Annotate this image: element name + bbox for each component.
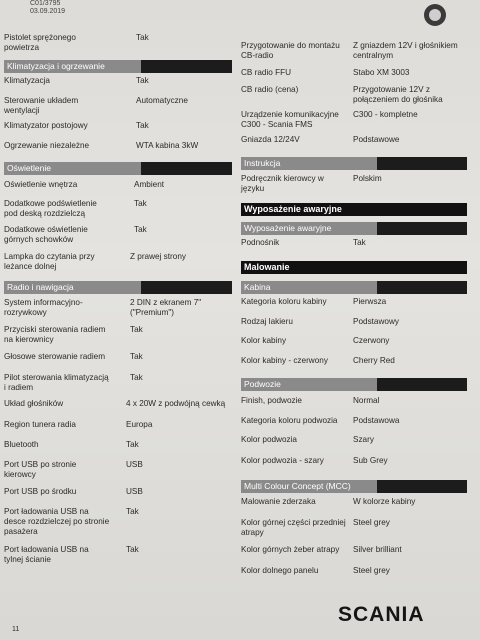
section-header: Kabina: [241, 281, 467, 294]
scania-wordmark: SCANIA: [338, 603, 425, 626]
section-header: Wyposażenie awaryjne: [241, 222, 467, 235]
spec-value: Tak: [126, 507, 139, 516]
spec-label: Podnośnik: [241, 238, 280, 247]
spec-label: Kategoria koloru podwozia: [241, 416, 338, 425]
spec-label: Podręcznik kierowcy w języku: [241, 174, 324, 193]
scania-griffin-logo-icon: [424, 4, 446, 26]
spec-value: Sub Grey: [353, 456, 388, 465]
document-date: 03.09.2019: [30, 8, 66, 15]
spec-value: Europa: [126, 420, 153, 429]
spec-label: Gniazda 12/24V: [241, 135, 300, 144]
document-code: C01/3795: [30, 0, 61, 7]
spec-label: System informacyjno- rozrywkowy: [4, 298, 83, 317]
spec-label: Port ładowania USB na tylnej ścianie: [4, 545, 89, 564]
spec-value: Cherry Red: [353, 356, 395, 365]
spec-label: Pilot sterowania klimatyzacją i radiem: [4, 373, 109, 392]
spec-label: Przyciski sterowania radiem na kierownicy: [4, 325, 106, 344]
spec-label: Układ głośników: [4, 399, 64, 408]
section-header: Radio i nawigacja: [4, 281, 232, 294]
page-number: 11: [12, 626, 20, 633]
spec-value: Steel grey: [353, 566, 390, 575]
spec-label: CB radio (cena): [241, 85, 299, 94]
spec-label: Malowanie zderzaka: [241, 497, 316, 506]
spec-label: Przygotowanie do montażu CB-radio: [241, 41, 340, 60]
spec-label: Głosowe sterowanie radiem: [4, 352, 106, 361]
spec-label: Finish, podwozie: [241, 396, 302, 405]
spec-label: Klimatyzacja: [4, 76, 50, 85]
spec-label: Rodzaj lakieru: [241, 317, 293, 326]
spec-value: W kolorze kabiny: [353, 497, 416, 506]
spec-value: Tak: [136, 121, 149, 130]
spec-value: Tak: [136, 33, 149, 42]
spec-value: Podstawowe: [353, 135, 400, 144]
spec-value: Tak: [134, 225, 147, 234]
spec-value: Przygotowanie 12V z połączeniem do głośnika: [353, 85, 443, 104]
spec-label: CB radio FFU: [241, 68, 292, 77]
spec-value: Polskim: [353, 174, 382, 183]
spec-value: Tak: [353, 238, 366, 247]
spec-value: Pierwsza: [353, 297, 387, 306]
spec-label: Port ładowania USB na desce rozdzielczej po stronie pasażera: [4, 507, 110, 536]
spec-label: Sterowanie układem wentylacji: [4, 96, 79, 115]
spec-value: Normal: [353, 396, 380, 405]
spec-label: Dodatkowe oświetlenie górnych schowków: [4, 225, 88, 244]
spec-value: Czerwony: [353, 336, 390, 345]
spec-value: Stabo XM 3003: [353, 68, 410, 77]
spec-value: Tak: [126, 545, 139, 554]
spec-value: Z gniazdem 12V i głośnikiem centralnym: [353, 41, 458, 60]
spec-label: Bluetooth: [4, 440, 39, 449]
spec-label: Urządzenie komunikacyjne C300 - Scania FMS: [241, 110, 339, 129]
section-header: Klimatyzacja i ogrzewanie: [4, 60, 232, 73]
spec-value: Ambient: [134, 180, 165, 189]
section-header: Oświetlenie: [4, 162, 232, 175]
spec-value: Z prawej strony: [130, 252, 186, 261]
section-header: Instrukcja: [241, 157, 467, 170]
spec-label: Port USB po środku: [4, 487, 77, 496]
spec-value: Szary: [353, 435, 374, 444]
spec-label: Kolor kabiny - czerwony: [241, 356, 328, 365]
spec-label: Kolor podwozia - szary: [241, 456, 324, 465]
spec-value: USB: [126, 487, 143, 496]
spec-label: Region tunera radia: [4, 420, 76, 429]
spec-value: 2 DIN z ekranem 7" ("Premium"): [130, 298, 202, 317]
spec-label: Kolor górnych żeber atrapy: [241, 545, 340, 554]
spec-label: Kolor kabiny: [241, 336, 287, 345]
spec-value: Tak: [136, 76, 149, 85]
spec-value: Podstawowy: [353, 317, 399, 326]
spec-label: Kolor dolnego panelu: [241, 566, 319, 575]
spec-label: Klimatyzator postojowy: [4, 121, 88, 130]
spec-label: Port USB po stronie kierowcy: [4, 460, 77, 479]
spec-value: Tak: [130, 325, 143, 334]
spec-value: C300 - kompletne: [353, 110, 418, 119]
section-header: Wyposażenie awaryjne: [241, 203, 467, 216]
section-header: Podwozie: [241, 378, 467, 391]
spec-value: 4 x 20W z podwójną cewką: [126, 399, 226, 408]
spec-label: Kolor górnej części przedniej atrapy: [241, 518, 346, 537]
spec-value: Tak: [134, 199, 147, 208]
spec-value: Automatyczne: [136, 96, 188, 105]
spec-label: Ogrzewanie niezależne: [4, 141, 90, 150]
document-meta: [30, 0, 65, 16]
spec-label: Kolor podwozia: [241, 435, 297, 444]
spec-label: Lampka do czytania przy leżance dolnej: [4, 252, 95, 271]
spec-value: Podstawowa: [353, 416, 400, 425]
spec-label: Kategoria koloru kabiny: [241, 297, 327, 306]
spec-value: Tak: [130, 373, 143, 382]
spec-value: WTA kabina 3kW: [136, 141, 199, 150]
spec-value: Silver brilliant: [353, 545, 402, 554]
spec-value: Steel grey: [353, 518, 390, 527]
spec-value: Tak: [130, 352, 143, 361]
section-header: Malowanie: [241, 261, 467, 274]
section-header: Multi Colour Concept (MCC): [241, 480, 467, 493]
spec-label: Dodatkowe podświetlenie pod deską rozdzielczą: [4, 199, 97, 218]
spec-label: Pistolet sprężonego powietrza: [4, 33, 76, 52]
spec-value: Tak: [126, 440, 139, 449]
spec-label: Oświetlenie wnętrza: [4, 180, 78, 189]
spec-value: USB: [126, 460, 143, 469]
